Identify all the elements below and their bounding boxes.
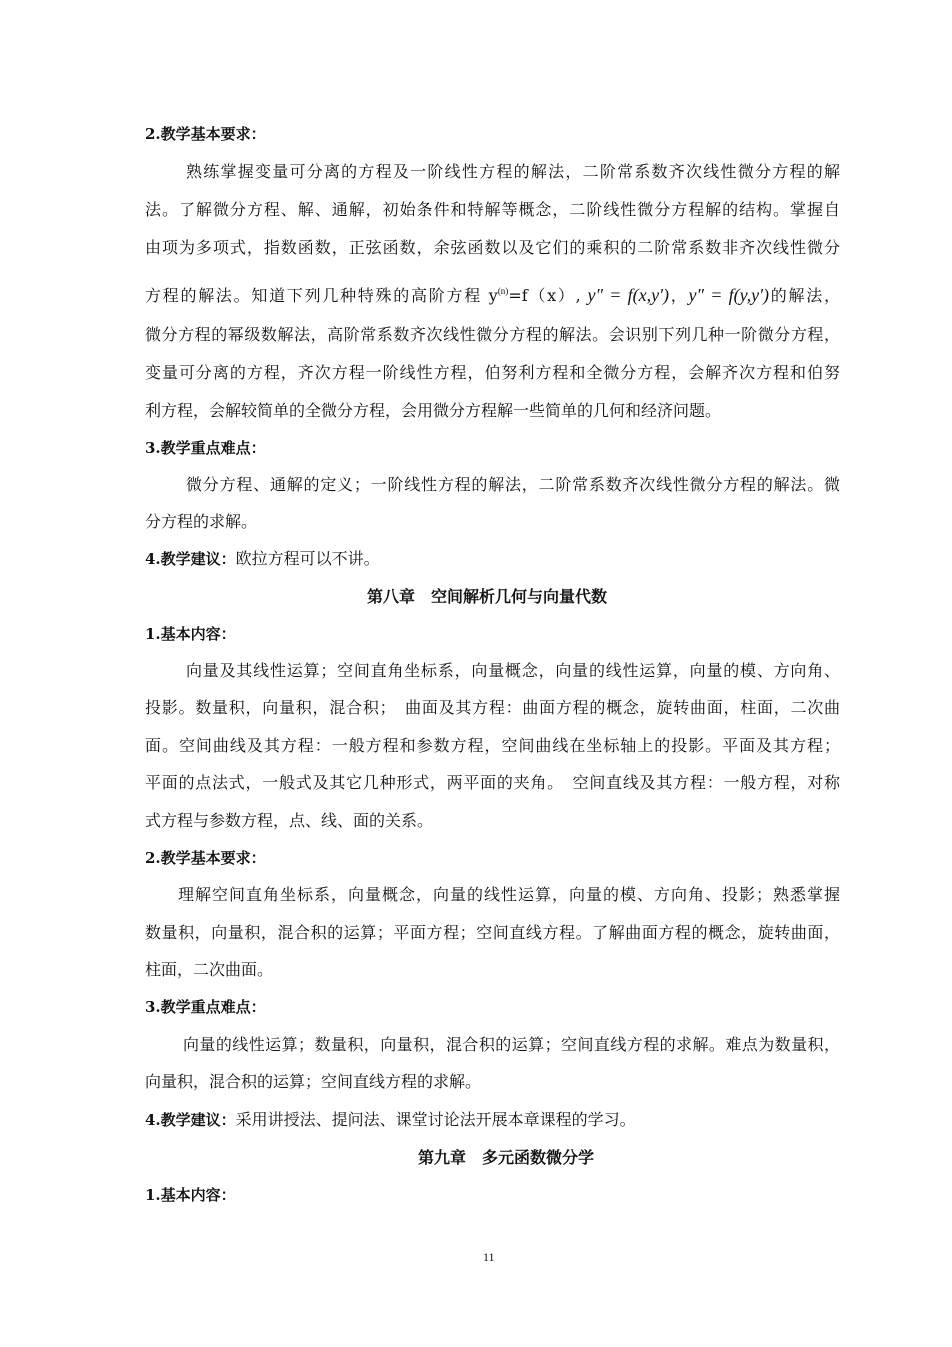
math-line-post: 的解法，: [769, 286, 840, 305]
ch7-key-line: 分方程的求解。: [145, 512, 258, 531]
ch8-req-line: 理解空间直角坐标系，向量概念，向量的线性运算，向量的模、方向角、投影；熟悉掌握: [178, 885, 840, 904]
ch7-req-heading: 2.教学基本要求：: [145, 125, 266, 143]
ch7-key-line: 微分方程、通解的定义；一阶线性方程的解法，二阶常系数齐次线性微分方程的解法。微: [186, 475, 840, 494]
ch8-req-line: 数量积，向量积，混合积的运算；平面方程；空间直线方程。了解曲面方程的概念，旋转曲面，: [145, 923, 840, 942]
ch8-content-line: 投影。数量积，向量积，混合积； 曲面及其方程：曲面方程的概念，旋转曲面，柱面，二次曲: [145, 698, 840, 717]
ch7-advice-text: 欧拉方程可以不讲。: [235, 549, 380, 568]
math-line-pre: 方程的解法。知道下列几种特殊的高阶方程 y: [145, 286, 498, 305]
ch7-req-line: 熟练掌握变量可分离的方程及一阶线性方程的解法，二阶常系数齐次线性微分方程的解: [186, 162, 840, 181]
ch8-content-line: 平面的点法式，一般式及其它几种形式，两平面的夹角。 空间直线及其方程：一般方程，对称: [145, 773, 840, 792]
ch7-req-line: 利方程，会解较简单的全微分方程，会用微分方程解一些简单的几何和经济问题。: [145, 401, 722, 420]
ch9-title: 第九章 多元函数微分学: [418, 1148, 595, 1167]
ch8-content-heading: 1.基本内容：: [145, 625, 236, 643]
ch7-req-line: 法。了解微分方程、解、通解，初始条件和特解等概念，二阶线性微分方程解的结构。掌握自: [145, 200, 840, 219]
math-line-mid: =f（x）,: [508, 286, 581, 305]
math-line-separator: ，: [669, 286, 689, 305]
ch7-req-line: 由项为多项式，指数函数，正弦函数，余弦函数以及它们的乘积的二阶常系数非齐次线性微分: [145, 238, 840, 257]
equation-2: y″ = f(y,y′): [688, 285, 770, 305]
ch7-advice-label: 4.教学建议：: [145, 550, 236, 568]
ch8-req-heading: 2.教学基本要求：: [145, 849, 266, 867]
ch8-advice: [145, 1109, 840, 1131]
ch8-key-line: 向量积，混合积的运算；空间直线方程的求解。: [145, 1072, 482, 1091]
ch7-req-math-line: [145, 279, 840, 303]
ch7-advice: [145, 548, 840, 570]
ch7-key-heading: 3.教学重点难点：: [145, 439, 266, 457]
ch7-req-line: 微分方程的幂级数解法，高阶常系数齐次线性微分方程的解法。会识别下列几种一阶微分方程，: [145, 325, 840, 344]
ch8-advice-label: 4.教学建议：: [145, 1111, 236, 1129]
ch8-title: 第八章 空间解析几何与向量代数: [367, 587, 608, 606]
ch9-content-heading: 1.基本内容：: [145, 1186, 236, 1204]
ch8-content-line: 向量及其线性运算；空间直角坐标系，向量概念，向量的线性运算，向量的模、方向角、: [186, 661, 840, 680]
page-number: 11: [483, 1250, 495, 1264]
ch8-advice-text: 采用讲授法、提问法、课堂讨论法开展本章课程的学习。: [235, 1110, 636, 1129]
ch8-req-line: 柱面，二次曲面。: [145, 960, 274, 979]
ch8-key-heading: 3.教学重点难点：: [145, 998, 266, 1016]
equation-1: y″ = f(x,y′): [587, 285, 670, 305]
ch8-content-line: 面。空间曲线及其方程：一般方程和参数方程，空间曲线在坐标轴上的投影。平面及其方程；: [145, 736, 840, 755]
math-line-superscript: (n): [497, 286, 509, 296]
ch8-content-line: 式方程与参数方程，点、线、面的关系。: [145, 811, 434, 830]
ch7-req-line: 变量可分离的方程，齐次方程一阶线性方程，伯努利方程和全微分方程，会解齐次方程和伯努: [145, 363, 840, 382]
ch8-key-line: 向量的线性运算；数量积，向量积，混合积的运算；空间直线方程的求解。难点为数量积，: [183, 1035, 840, 1054]
